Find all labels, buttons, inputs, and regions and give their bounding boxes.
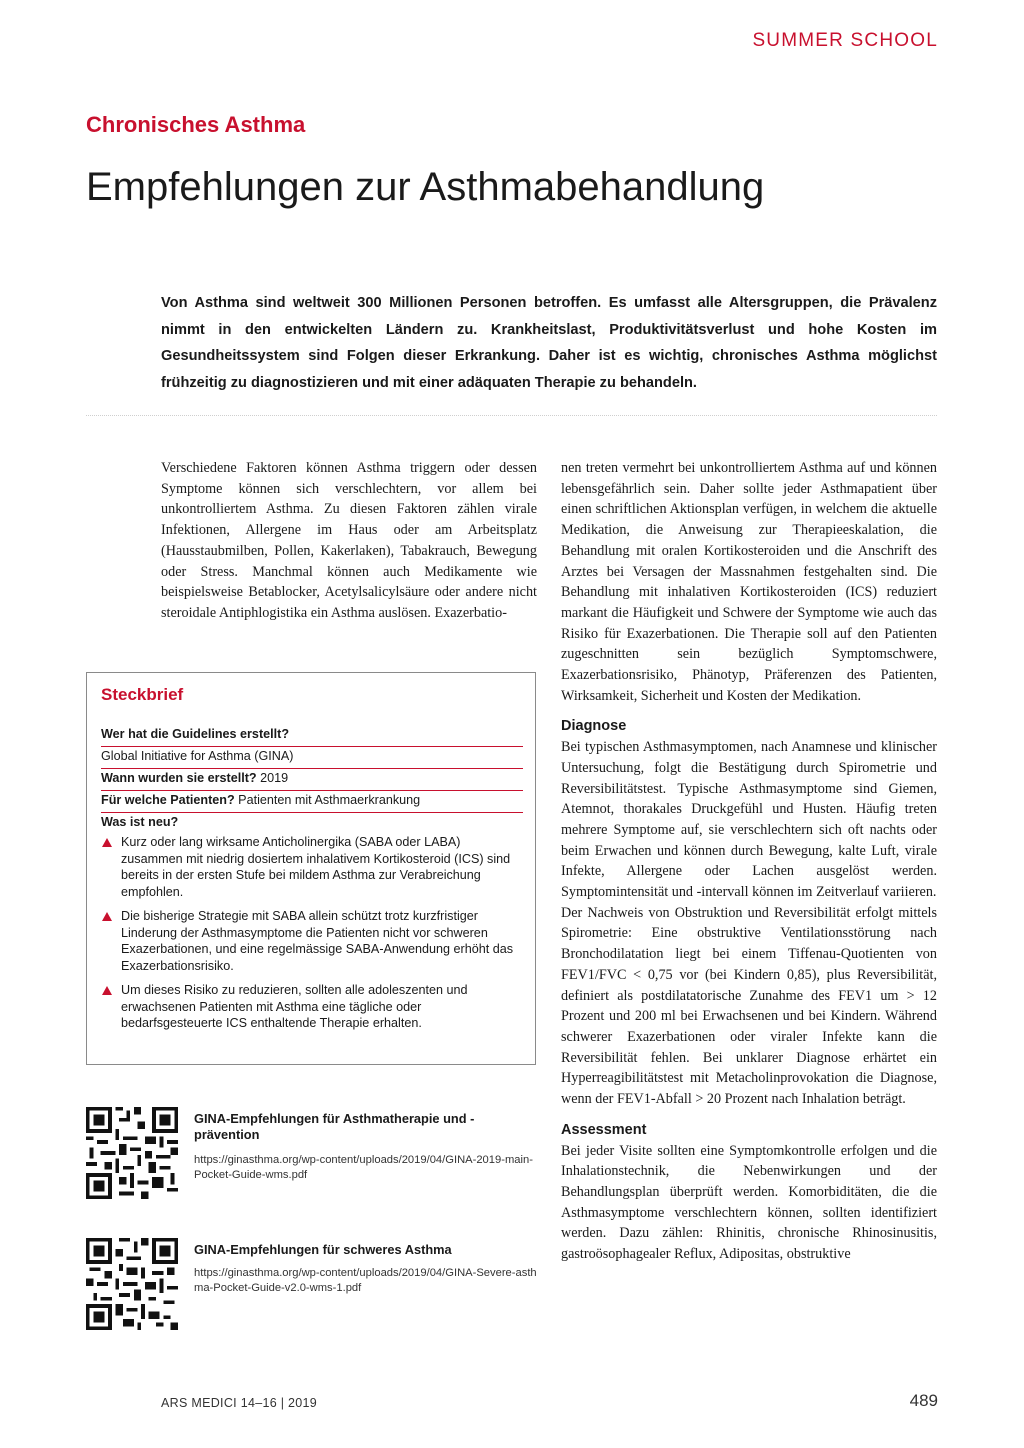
steckbrief-question: Für welche Patienten? <box>101 793 235 807</box>
steckbrief-answer: 2019 <box>260 771 289 785</box>
assessment-heading: Assessment <box>561 1121 647 1138</box>
list-item-text: Kurz oder lang wirksame Anticholinergika (SABA oder LABA) zusammen mit niedrig dosiertem inhalativem Kortikosteroid (ICS) sind bereits in der ersten Stufe bei mildem Asthma zur Verabreichung empfohlen. <box>121 835 511 899</box>
body-paragraph: Verschiedene Faktoren können Asthma triggern oder dessen Symptome können sich verschlechtern, vor allem bei unkontrolliertem Asthma. Zu diesen Faktoren zählen virale Infektionen, Allergene im Haus oder am Arbeitsplatz (Hausstaubmilben, Pollen, Kakerlaken), Tabakrauch, Bewegung oder Stress. Manchmal können auch Medikamente wie beispielsweise Betablocker, Acetylsalicylsäure oder andere nicht steroidale Antiphlogistika ein Asthma auslösen. Exazerbatio- <box>161 460 537 621</box>
reference-url[interactable]: https://ginasthma.org/wp-content/uploads/2019/04/GINA-Severe-asthma-Pocket-Guide-v2.0-wms-1.pdf <box>194 1267 537 1294</box>
page-title: Empfehlungen zur Asthmabehandlung <box>86 165 765 209</box>
steckbrief-question: Wer hat die Guidelines erstellt? <box>101 725 523 747</box>
body-paragraph: Bei typischen Asthmasymptomen, nach Anamnese und klinischer Untersuchung, folgt die Bestätigung durch Spirometrie und Reversibilitätstest. Typische Asthmasymptome sind Giemen, Atemnot, thorakales Druckgefühl und Husten. Häufig treten mehrere Symptome auf, sie verschlechtern sich oft nachts oder beim Erwachen und können durch Bewegung, kalte Luft, virale Infekte, Allergene oder Lachen ausgelöst werden. Symptomintensität und -intervall können im Zeitverlauf variieren. <box>561 739 937 901</box>
reference-link-1[interactable] <box>86 1107 536 1207</box>
reference-title: GINA-Empfehlungen für schweres Asthma <box>194 1242 452 1257</box>
section-label: SUMMER SCHOOL <box>752 30 938 51</box>
triangle-bullet-icon <box>102 986 112 995</box>
body-paragraph: Der Nachweis von Obstruktion und Reversibilität erfolgt mittels Spirometrie: Eine obstruktive Ventilationsstörung nach Bronchodilatation liegt bei einem Tiffenau-Quotienten von FEV1/FVC < 0,75 vor (bei Kindern 0,85), plus Reversibilität, definiert als postdilatatorische Zunahme des FEV1 um > 12 Prozent und 200 ml bei Erwachsenen und bei Kindern. Während schwerer Exazerbationen oder viraler Infekte kann die Reversibilität fehlen. Bei unklarer Diagnose erhärtet ein Hyperreagibilitätstest mit Metacholinprovokation die Diagnose, wenn der FEV1-Abfall > 20 Prozent nach Inhalation beträgt. <box>561 904 937 1108</box>
page-number: 489 <box>909 1391 938 1410</box>
divider <box>86 415 937 417</box>
steckbrief-title: Steckbrief <box>101 685 184 704</box>
journal-footer: ARS MEDICI 14–16 | 2019 <box>161 1396 318 1410</box>
reference-link-2[interactable] <box>86 1238 536 1338</box>
steckbrief-row <box>101 791 523 813</box>
list-item <box>101 834 523 900</box>
steckbrief-row <box>101 769 523 791</box>
body-column-right <box>561 458 937 1265</box>
steckbrief-box <box>86 672 536 1065</box>
reference-url[interactable]: https://ginasthma.org/wp-content/uploads/2019/04/GINA-2019-main-Pocket-Guide-wms.pdf <box>194 1154 533 1181</box>
triangle-bullet-icon <box>102 838 112 847</box>
qr-code-icon[interactable] <box>86 1107 178 1199</box>
list-item-text: Um dieses Risiko zu reduzieren, sollten alle adoleszenten und erwachsenen Patienten mit Asthma eine tägliche oder bedarfsgesteuerte ICS enthaltende Therapie erhalten. <box>121 983 468 1030</box>
list-item-text: Die bisherige Strategie mit SABA allein schützt trotz kurzfristiger Linderung der Asthmasymptome die Patienten nicht vor schweren Exazerbationen, und eine regelmässige SABA-Anwendung erhöht das Exazerbationsrisiko. <box>121 909 514 973</box>
body-paragraph: Bei jeder Visite sollten eine Symptomkontrolle erfolgen und die Inhalationstechnik, die Nebenwirkungen und der Behandlungsplan überprüft werden. Komorbiditäten, die die Asthmasymptome verschlechtern können, sollten identifiziert werden. Dazu zählen: Rhinitis, chronische Rhinosinusitis, gastroösophagealer Reflux, Adipositas, obstruktive <box>561 1142 937 1263</box>
reference-title: GINA-Empfehlungen für Asthmatherapie und -prävention <box>194 1111 475 1142</box>
diagnose-heading: Diagnose <box>561 718 627 735</box>
triangle-bullet-icon <box>102 912 112 921</box>
steckbrief-question: Wann wurden sie erstellt? <box>101 771 257 785</box>
steckbrief-content <box>101 725 523 1040</box>
body-column-left <box>161 458 537 624</box>
steckbrief-bullet-list <box>101 834 523 1032</box>
list-item <box>101 908 523 974</box>
list-item <box>101 982 523 1032</box>
article-kicker: Chronisches Asthma <box>86 112 306 137</box>
steckbrief-answer: Global Initiative for Asthma (GINA) <box>101 747 523 769</box>
lead-paragraph: Von Asthma sind weltweit 300 Millionen Personen betroffen. Es umfasst alle Altersgruppen, die Prävalenz nimmt in den entwickelten Ländern zu. Krankheitslast, Produktivitätsverlust und hohe Kosten im Gesundheitssystem sind Folgen dieser Erkrankung. Daher ist es wichtig, chronisches Asthma möglichst frühzeitig zu diagnostizieren und mit einer adäquaten Therapie zu behandeln. <box>161 295 937 391</box>
qr-code-icon[interactable] <box>86 1238 178 1330</box>
steckbrief-question: Was ist neu? <box>101 815 179 829</box>
steckbrief-answer: Patienten mit Asthmaerkrankung <box>238 793 421 807</box>
body-paragraph: nen treten vermehrt bei unkontrolliertem Asthma auf und können lebensgefährlich sein. Daher sollte jeder Asthmapatient über einen schriftlichen Aktionsplan verfügen, in welchem die aktuelle Medikation, die Anweisung zur Therapieeskalation, die Behandlung mit oralen Kortikosteroiden und die Anschrift des Arztes bei Versagen der Massnahmen festgehalten sind. Die Behandlung mit inhalativen Kortikosteroiden (ICS) reduziert markant die Häufigkeit und Schwere der Symptome wie auch das Risiko für Exazerbationen. Die Therapie soll auf den Patienten zugeschnitten sein bezüglich Symptomschwere, Exazerbationsrisiko, Phänotyp, Präferenzen des Patienten, Wirksamkeit, Sicherheit und Kosten der Medikation. <box>561 460 937 704</box>
